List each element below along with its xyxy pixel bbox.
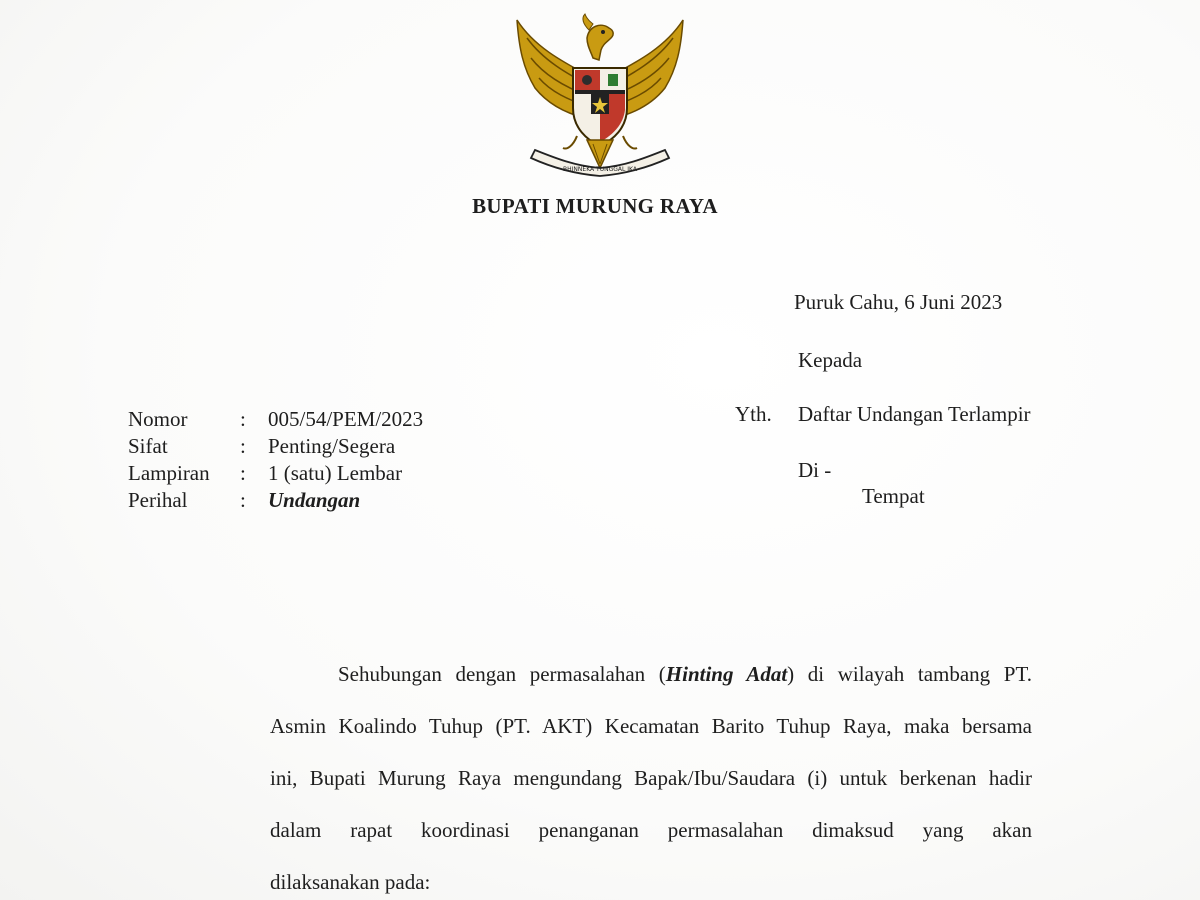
meta-label: Nomor	[128, 407, 188, 431]
meta-value: Penting/Segera	[268, 434, 396, 458]
meta-value: 005/54/PEM/2023	[268, 407, 424, 431]
recipient: Daftar Undangan Terlampir	[798, 402, 1031, 426]
meta-value: Undangan	[268, 488, 361, 512]
letter-metadata	[128, 406, 423, 514]
yth-label: Yth.	[735, 402, 772, 426]
tempat-label: Tempat	[862, 484, 925, 508]
place-date: Puruk Cahu, 6 Juni 2023	[794, 290, 1003, 314]
body-line: ini, Bupati Murung Raya mengundang Bapak/Ibu/Saudara (i) untuk berkenan hadir	[270, 766, 1032, 790]
office-title: BUPATI MURUNG RAYA	[472, 194, 718, 218]
body-emphasis: Hinting Adat	[665, 662, 788, 686]
meta-row-perihal	[128, 487, 423, 514]
body-line: dilaksanakan pada:	[270, 870, 431, 894]
meta-value: 1 (satu) Lembar	[268, 461, 403, 485]
meta-row-lampiran	[128, 460, 423, 487]
letter-body	[270, 648, 1032, 900]
to-label: Kepada	[798, 348, 863, 372]
emblem-motto: BHINNEKA TUNGGAL IKA	[563, 166, 637, 173]
meta-colon: :	[240, 488, 246, 512]
body-line: Asmin Koalindo Tuhup (PT. AKT) Kecamatan Barito Tuhup Raya, maka bersama	[270, 714, 1032, 738]
meta-colon: :	[240, 461, 246, 485]
meta-label: Sifat	[128, 434, 168, 458]
body-text: ) di wilayah tambang PT.	[787, 662, 1032, 686]
meta-label: Perihal	[128, 488, 188, 512]
body-text: Sehubungan dengan permasalahan (	[338, 662, 666, 686]
meta-colon: :	[240, 434, 246, 458]
meta-label: Lampiran	[128, 461, 210, 485]
body-line: dalam rapat koordinasi penanganan permasalahan dimaksud yang akan	[270, 818, 1032, 842]
di-label: Di -	[798, 458, 832, 482]
meta-row-nomor	[128, 406, 423, 433]
meta-colon: :	[240, 407, 246, 431]
body-line	[270, 648, 1032, 700]
meta-row-sifat	[128, 433, 423, 460]
garuda-pancasila-emblem-icon	[505, 8, 695, 178]
